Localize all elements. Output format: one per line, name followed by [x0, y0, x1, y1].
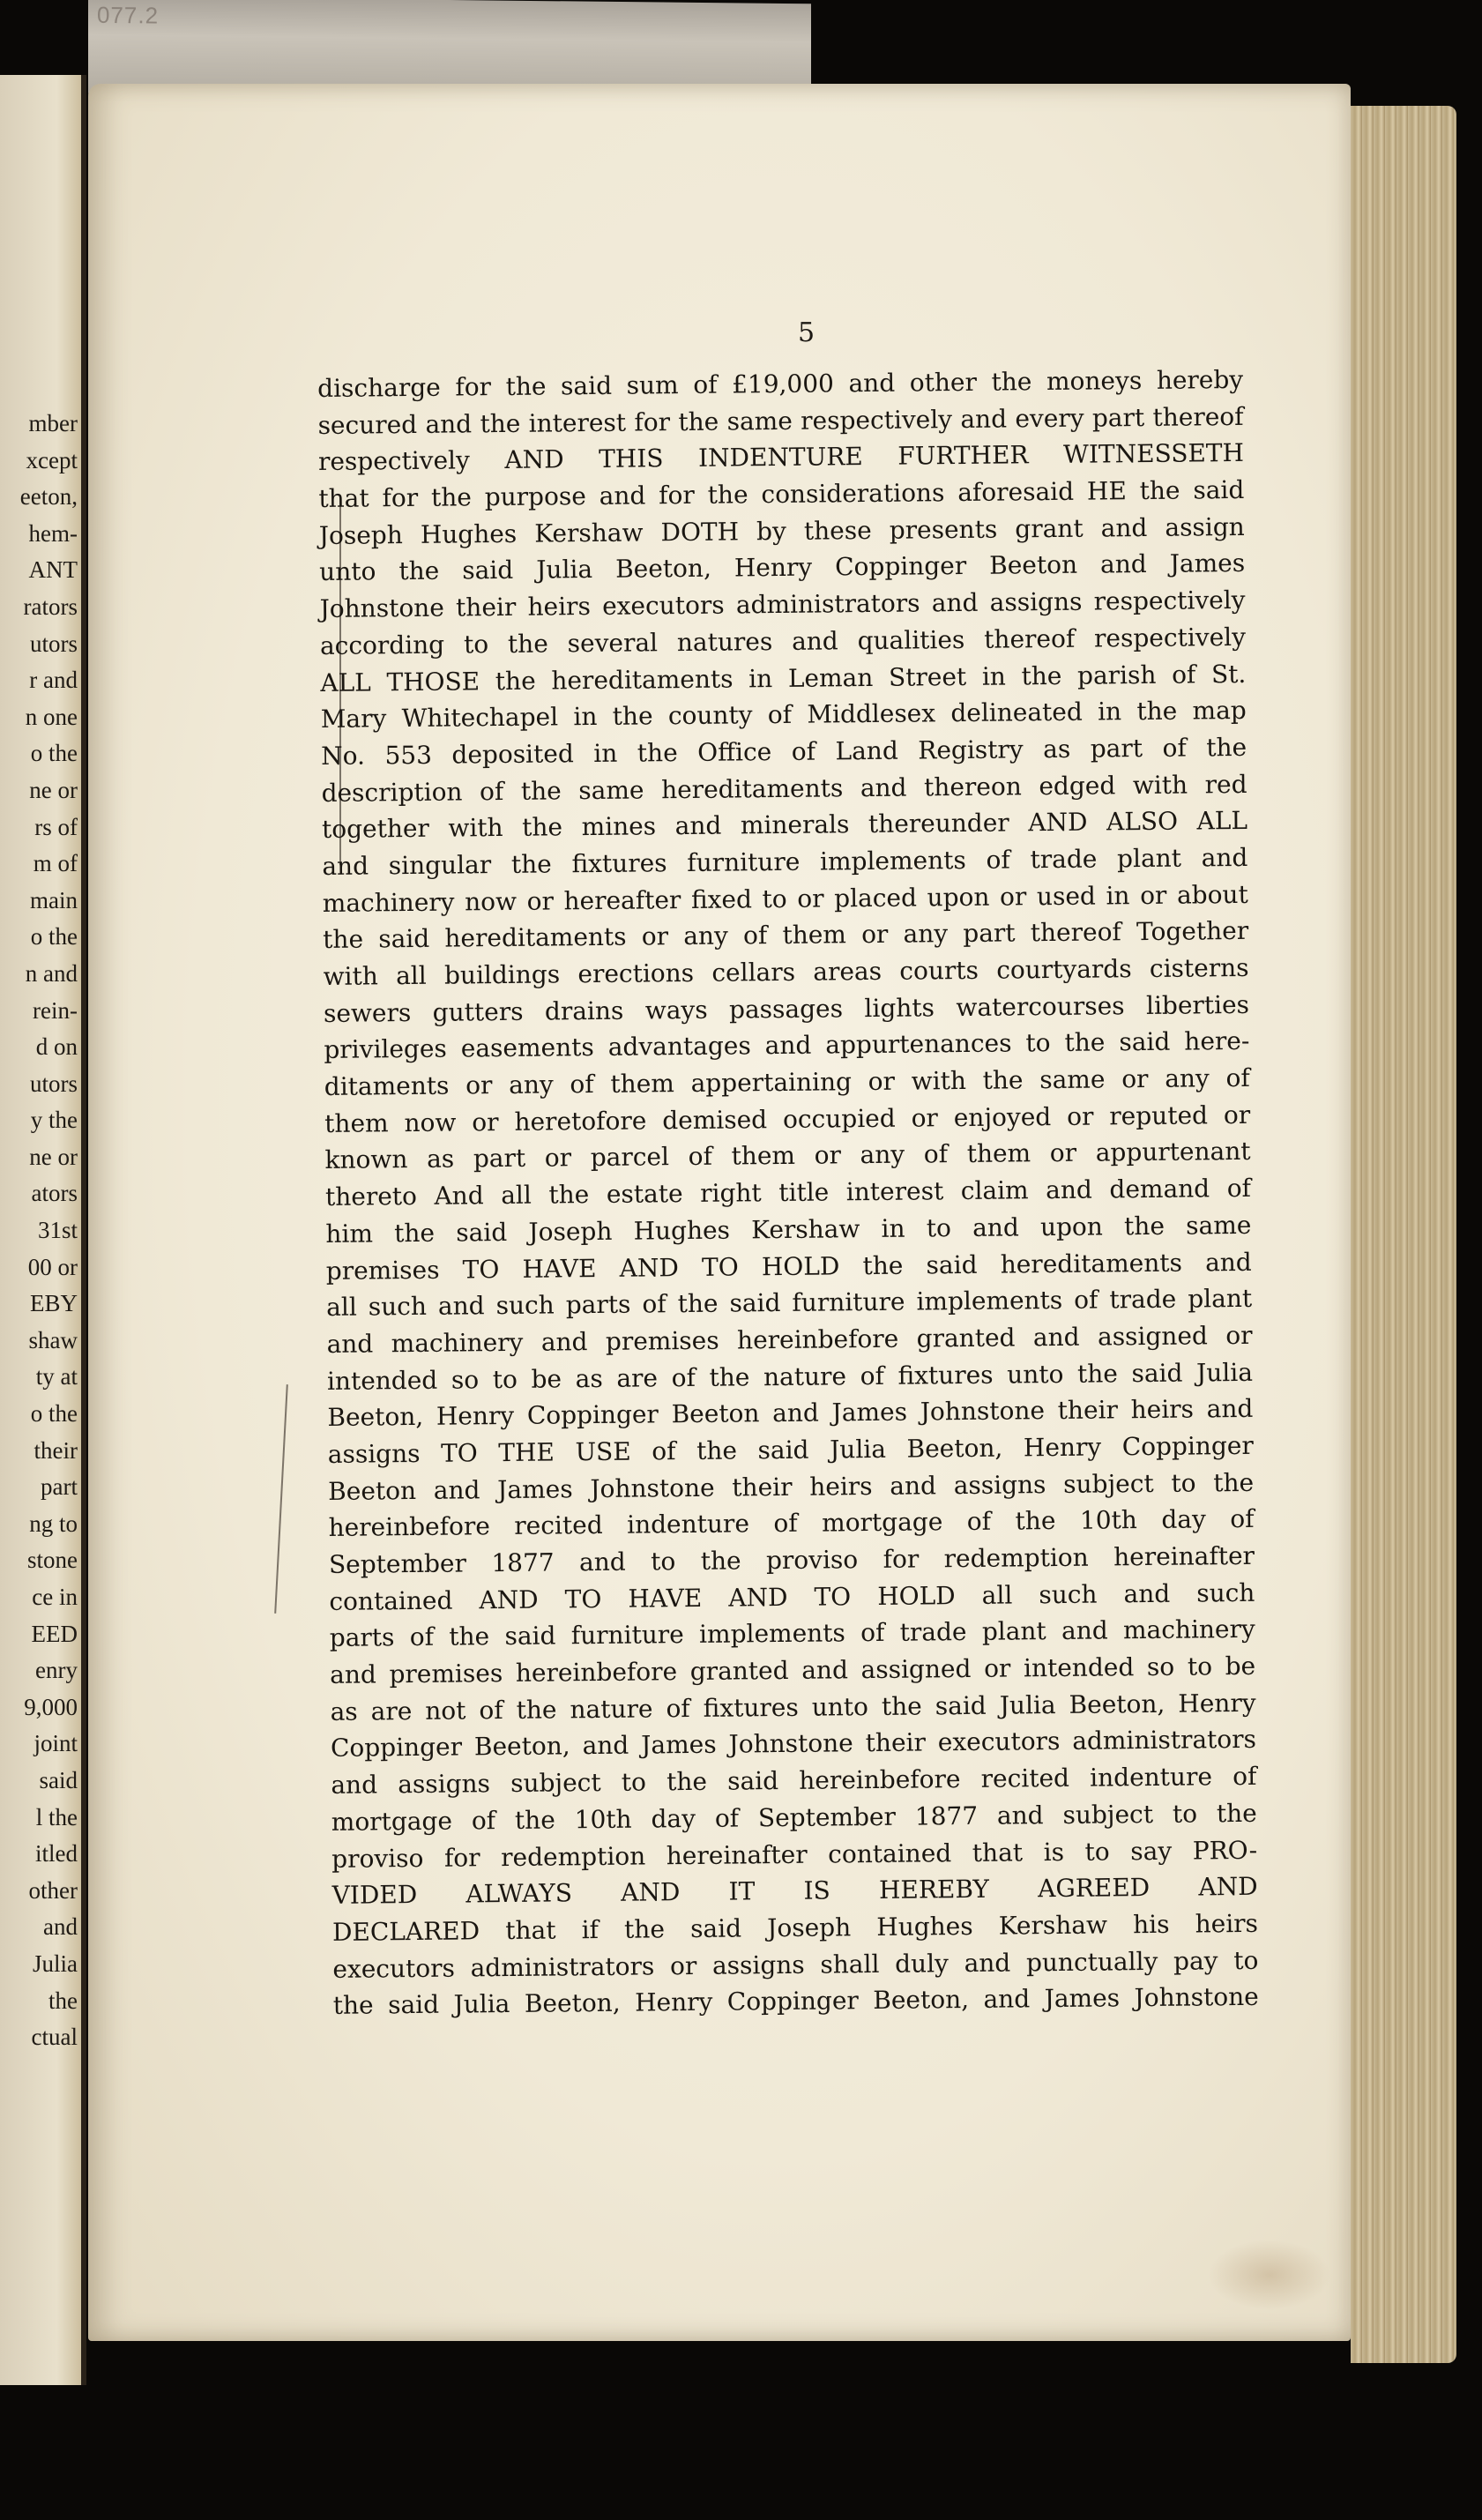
facing-page-fragment: hem-: [28, 519, 78, 547]
text-line: known as part or parcel of them or any of them or appurtenant: [324, 1137, 1251, 1175]
text-line: together with the mines and minerals thereunder AND ALSO ALL: [321, 806, 1248, 845]
text-line: VIDED ALWAYS AND IT IS HEREBY AGREED AND: [331, 1872, 1258, 1911]
text-line: Mary Whitechapel in the county of Middlesex delineated in the map: [320, 696, 1247, 734]
facing-page-fragment: rators: [23, 593, 78, 620]
text-line: ditaments or any of them appertaining or with the same or any of: [324, 1062, 1250, 1102]
facing-page-fragment: r and: [29, 667, 78, 694]
text-line: assigns TO THE USE of the said Julia Beeton, Henry Coppinger: [327, 1430, 1254, 1469]
facing-page-fragment: n and: [25, 959, 78, 987]
facing-page-fragment: ng to: [29, 1510, 78, 1537]
facing-page-fragment: ctual: [31, 2024, 78, 2051]
text-line: machinery now or hereafter fixed to or placed upon or used in or about: [322, 879, 1248, 918]
facing-page-fragment: Julia: [33, 1950, 78, 1977]
facing-page-fragment: and: [43, 1913, 78, 1941]
facing-page-fragment: y the: [30, 1107, 78, 1134]
facing-page-fragment: o the: [30, 740, 78, 767]
facing-page-fragment: enry: [35, 1657, 78, 1684]
text-line: him the said Joseph Hughes Kershaw in to and upon the same: [325, 1210, 1252, 1249]
facing-page-fragment: xcept: [26, 446, 78, 473]
text-line: premises TO HAVE AND TO HOLD the said hereditaments and: [325, 1247, 1252, 1286]
facing-page-fragment: ce in: [32, 1584, 78, 1610]
facing-page-fragment: l the: [35, 1803, 78, 1830]
facing-page-fragment: utors: [30, 1070, 78, 1097]
text-line: that for the purpose and for the considerations aforesaid HE the said: [318, 474, 1245, 514]
facing-page-fragment: ne or: [29, 776, 78, 803]
text-line: privileges easements advantages and appurtenances to the said here-: [324, 1026, 1250, 1065]
facing-page-fragment: 31st: [37, 1217, 78, 1244]
text-line: proviso for redemption hereinafter contained that is to say PRO-: [331, 1835, 1258, 1874]
text-line: description of the same hereditaments and thereon edged with red: [321, 769, 1247, 808]
text-line: and machinery and premises hereinbefore granted and assigned or: [326, 1320, 1253, 1359]
text-line: Coppinger Beeton, and James Johnstone their executors administrators: [330, 1725, 1257, 1763]
facing-page-fragment: o the: [30, 923, 78, 951]
facing-page-fragment: shaw: [28, 1326, 78, 1353]
text-line: Beeton and James Johnstone their heirs and assigns subject to the: [328, 1467, 1255, 1506]
text-line: parts of the said furniture implements of trade plant and machinery: [329, 1614, 1255, 1653]
text-line: as are not of the nature of fixtures unto the said Julia Beeton, Henry: [330, 1688, 1256, 1726]
facing-page-fragment: n one: [25, 703, 78, 730]
facing-page-fragment: d on: [35, 1033, 78, 1061]
archive-reference-label: 077.2: [97, 1, 160, 29]
text-line: hereinbefore recited indenture of mortgage of the 10th day of: [328, 1504, 1255, 1543]
facing-page-edge: [0, 75, 86, 2385]
text-line: Joseph Hughes Kershaw DOTH by these presents grant and assign: [318, 511, 1245, 550]
text-line: sewers gutters drains ways passages lights watercourses liberties: [323, 989, 1250, 1028]
text-line: contained AND TO HAVE AND TO HOLD all such and such: [329, 1577, 1255, 1616]
text-line: and premises hereinbefore granted and assigned or intended so to be: [330, 1651, 1256, 1689]
facing-page-fragment: ators: [31, 1180, 78, 1207]
facing-page-fragment: itled: [35, 1840, 78, 1868]
facing-page-fragment: ANT: [28, 556, 78, 584]
facing-page-fragment: their: [34, 1436, 78, 1464]
facing-page-fragment: eeton,: [19, 483, 78, 511]
text-line: unto the said Julia Beeton, Henry Coppinger Beeton and James: [319, 548, 1246, 587]
text-line: discharge for the said sum of £19,000 and other the moneys hereby: [317, 364, 1244, 403]
text-line: Johnstone their heirs executors administrators and assigns respectively: [319, 585, 1246, 624]
text-line: respectively AND THIS INDENTURE FURTHER WITNESSETH: [317, 438, 1245, 477]
facing-page-fragment: utors: [30, 630, 78, 657]
paper-stain: [1208, 2240, 1331, 2310]
facing-page-fragment: ne or: [29, 1143, 78, 1170]
facing-page-fragment: main: [30, 886, 78, 913]
facing-page-fragment: EBY: [30, 1290, 78, 1317]
facing-page-fragment: stone: [27, 1547, 78, 1574]
facing-page-fragment: m of: [33, 850, 78, 877]
text-line: with all buildings erections cellars areas courts courtyards cisterns: [323, 952, 1249, 991]
text-line: DECLARED that if the said Joseph Hughes Kershaw his heirs: [331, 1908, 1259, 1947]
text-line: Beeton, Henry Coppinger Beeton and James Johnstone their heirs and: [327, 1394, 1254, 1433]
facing-page-fragment: part: [41, 1473, 78, 1501]
facing-page-fragment: other: [28, 1876, 78, 1904]
facing-page-fragment: mber: [28, 410, 78, 436]
text-line: them now or heretofore demised occupied or enjoyed or reputed or: [324, 1100, 1251, 1138]
text-line: No. 553 deposited in the Office of Land Registry as part of the: [321, 732, 1247, 771]
facing-page-fragment: rs of: [34, 813, 78, 840]
facing-page-fragment: o the: [30, 1400, 78, 1428]
text-line: mortgage of the 10th day of September 1877 and subject to the: [331, 1798, 1257, 1837]
text-line: secured and the interest for the same respectively and every part thereof: [317, 401, 1244, 440]
facing-page-fragment: rein-: [33, 996, 78, 1024]
facing-page-fragment: said: [39, 1766, 78, 1793]
text-line: according to the several natures and qualities thereof respectively: [319, 622, 1247, 660]
text-line: all such and such parts of the said furniture implements of trade plant: [326, 1284, 1253, 1323]
facing-page-fragment: EED: [31, 1620, 78, 1647]
page-number: 5: [798, 317, 815, 348]
text-line: the said Julia Beeton, Henry Coppinger Beeton, and James Johnstone: [332, 1982, 1259, 2021]
text-line: and assigns subject to the said hereinbefore recited indenture of: [331, 1761, 1257, 1801]
text-line: the said hereditaments or any of them or any part thereof Together: [323, 916, 1249, 955]
facing-page-fragment: joint: [34, 1730, 78, 1757]
text-line: thereto And all the estate right title interest claim and demand of: [324, 1174, 1252, 1212]
facing-page-fragment: 9,000: [24, 1693, 78, 1720]
text-line: September 1877 and to the proviso for redemption hereinafter: [328, 1540, 1255, 1579]
facing-page-fragment: the: [48, 1987, 78, 2014]
page-stack-edge: [1351, 106, 1456, 2363]
text-line: intended so to be as are of the nature of fixtures unto the said Julia: [326, 1357, 1254, 1396]
text-line: executors administrators or assigns shall duly and punctually pay to: [332, 1945, 1259, 1984]
facing-page-fragment: 00 or: [27, 1253, 78, 1280]
facing-page-fragment: ty at: [35, 1363, 78, 1390]
body-text: [317, 362, 1259, 2024]
facing-page-text: [20, 406, 78, 2056]
text-line: and singular the fixtures furniture implements of trade plant and: [322, 842, 1248, 881]
text-line: ALL THOSE the hereditaments in Leman Street in the parish of St.: [320, 659, 1247, 697]
